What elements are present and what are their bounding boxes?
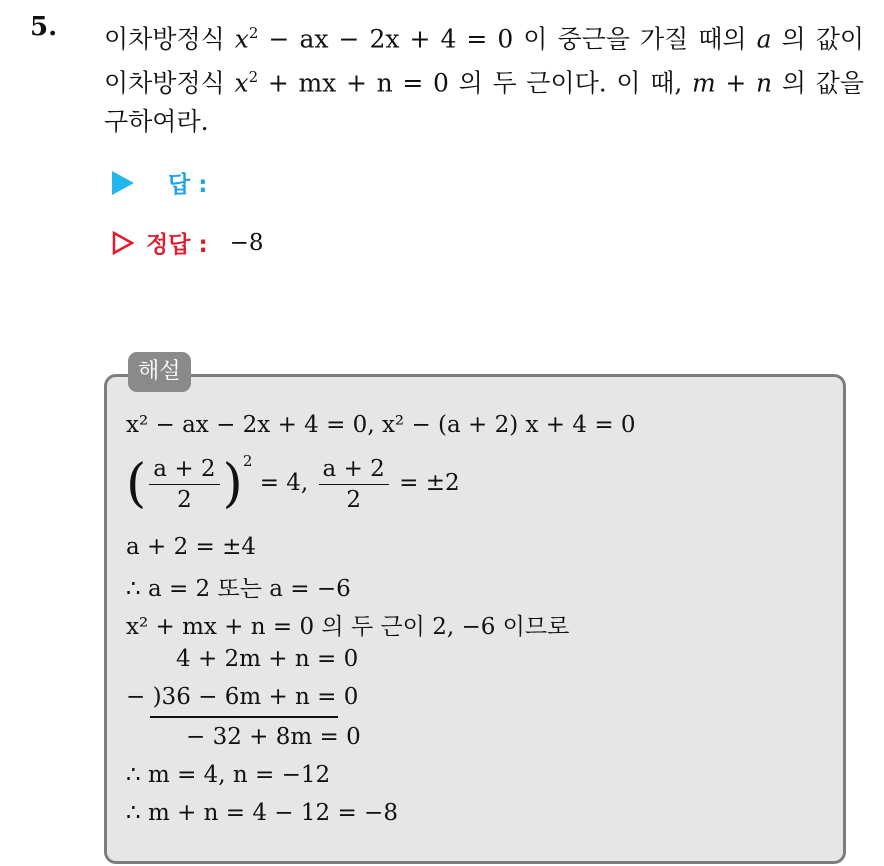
solution-line-8: − 32 + 8m = 0 bbox=[186, 724, 361, 750]
subtraction-rule bbox=[150, 716, 338, 718]
question-line-3: 구하여라. bbox=[104, 106, 209, 136]
solution-line-1: x² − ax − 2x + 4 = 0, x² − (a + 2) x + 4 = 0 bbox=[126, 412, 636, 438]
solution-line-10: ∴ m + n = 4 − 12 = −8 bbox=[126, 800, 398, 826]
answer-label: 답 : bbox=[168, 172, 208, 198]
solution-line-7: − )36 − 6m + n = 0 bbox=[126, 684, 359, 710]
question-line-2: 이차방정식 $x^2$ + mx + n = 0 의 두 근이다. 이 때, m + n 의 값을 bbox=[104, 68, 864, 98]
solution-line-4: ∴ a = 2 또는 a = −6 bbox=[126, 576, 351, 602]
question-line-1: 이차방정식 $x^2$ − ax − 2x + 4 = 0 이 중근을 가질 때의 a 의 값이 bbox=[104, 24, 864, 54]
solution-line-2: ( $\frac{a + 2}{2}$ )$^2$ = 4, $\frac{a + 2}{2}$ = ±2 bbox=[126, 452, 460, 514]
solution-title: 해설 bbox=[128, 352, 191, 392]
solution-line-9: ∴ m = 4, n = −12 bbox=[126, 762, 331, 788]
play-icon bbox=[112, 171, 134, 195]
solution-line-6: 4 + 2m + n = 0 bbox=[176, 646, 359, 672]
solution-line-5: x² + mx + n = 0 의 두 근이 2, −6 이므로 bbox=[126, 614, 570, 640]
fraction: $\frac{a + 2}{2}$ bbox=[149, 456, 219, 513]
question-text bbox=[104, 14, 864, 141]
correct-answer-label: 정답 : bbox=[146, 232, 208, 258]
play-outline-icon bbox=[112, 231, 134, 255]
correct-answer-value: −8 bbox=[229, 229, 264, 256]
question-number: 5. bbox=[30, 12, 58, 42]
answer-row bbox=[112, 166, 207, 199]
solution-line-3: a + 2 = ±4 bbox=[126, 534, 257, 560]
correct-answer-row bbox=[112, 226, 264, 259]
fraction: $\frac{a + 2}{2}$ bbox=[319, 456, 389, 513]
